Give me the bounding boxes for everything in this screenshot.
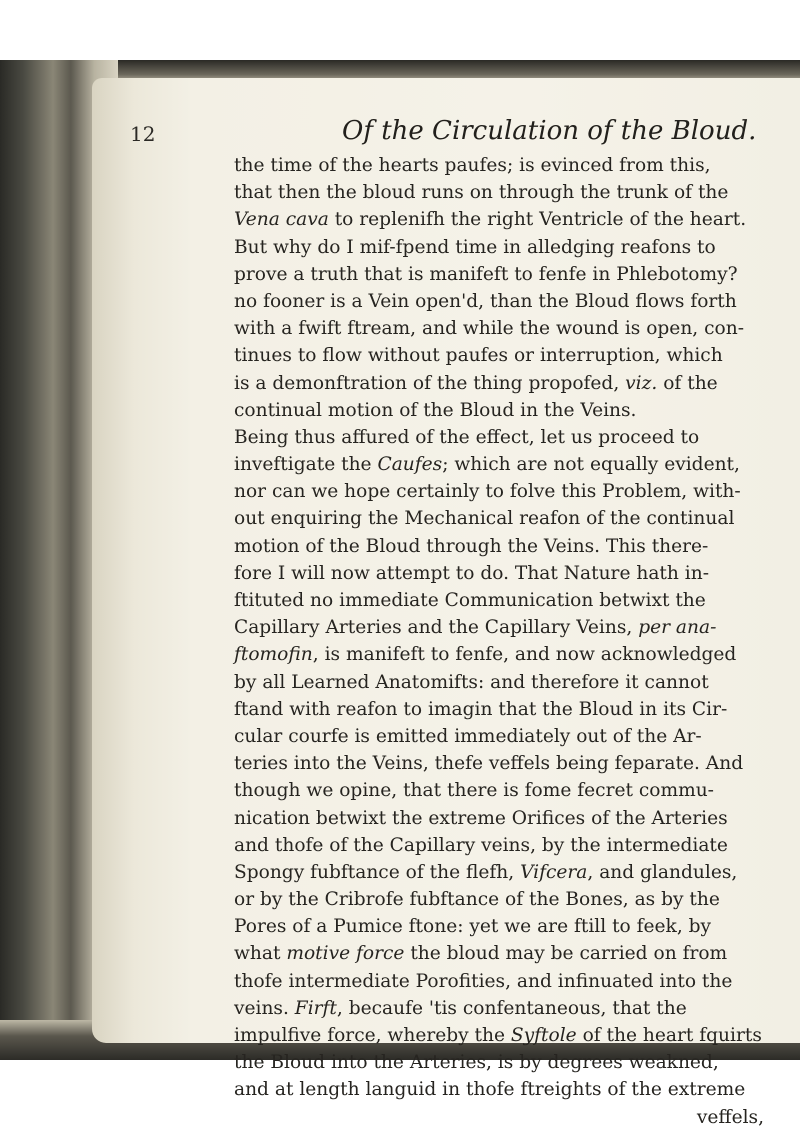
text-run: per ana- xyxy=(638,617,717,639)
text-run: Syftole xyxy=(510,1025,577,1046)
text-line xyxy=(234,397,764,424)
running-head: Of the Circulation of the Bloud. xyxy=(342,116,757,146)
text-line xyxy=(234,805,764,832)
text-line xyxy=(234,1076,764,1103)
text-run: prove a truth that is manifeft to fenfe in Phlebotomy? xyxy=(234,263,738,285)
text-line xyxy=(234,859,764,886)
text-run: nor can we hope certainly to folve this Problem, with- xyxy=(234,481,741,503)
text-run: or by the Cribrofe fubftance of the Bones, as by the xyxy=(234,889,720,911)
text-run: Firft xyxy=(294,997,337,1019)
text-line xyxy=(234,995,764,1022)
text-run: , and glandules, xyxy=(587,861,738,883)
text-line xyxy=(234,505,764,532)
text-line xyxy=(234,968,764,995)
body-text xyxy=(234,152,764,1131)
text-line xyxy=(234,940,764,967)
text-run: ; which are not equally evident, xyxy=(442,454,740,476)
text-line xyxy=(234,614,764,641)
text-line xyxy=(234,234,764,261)
catchword: veffels, xyxy=(696,1106,764,1128)
text-run: that then the bloud runs on through the trunk of the xyxy=(234,182,729,204)
text-line xyxy=(234,478,764,505)
text-run: , is manifeft to fenfe, and now acknowledged xyxy=(312,644,737,666)
text-run: But why do I mif-fpend time in alledging reafons to xyxy=(234,236,716,258)
text-run: tinues to flow without paufes or interruption, which xyxy=(234,345,723,367)
text-run: ftand with reafon to imagin that the Bloud in its Cir- xyxy=(234,698,728,720)
text-run: the time of the hearts paufes; is evinced from this, xyxy=(234,155,711,176)
text-run: and thofe of the Capillary veins, by the intermediate xyxy=(234,834,728,856)
text-line xyxy=(234,1049,764,1076)
text-line xyxy=(234,669,764,696)
text-run: thofe intermediate Porofities, and infinuated into the xyxy=(234,970,733,992)
text-run: impulfive force, whereby the xyxy=(234,1025,511,1046)
text-line xyxy=(234,913,764,940)
text-line xyxy=(234,370,764,397)
text-run: with a fwift ftream, and while the wound is open, con- xyxy=(234,318,744,340)
text-run: veins. xyxy=(234,997,295,1019)
text-line xyxy=(234,777,764,804)
text-line xyxy=(234,723,764,750)
text-run: Caufes xyxy=(377,454,443,476)
text-line xyxy=(234,750,764,777)
text-run: motive force xyxy=(286,943,405,965)
text-run: by all Learned Anatomifts: and therefore it cannot xyxy=(234,671,709,693)
text-run: Pores of a Pumice ftone: yet we are ftill to feek, by xyxy=(234,916,712,938)
text-line xyxy=(234,560,764,587)
text-run: and at length languid in thofe ftreights of the extreme xyxy=(234,1079,746,1101)
text-line xyxy=(234,1022,764,1049)
text-run: Capillary Arteries and the Capillary Veins, xyxy=(234,617,639,639)
text-run: fore I will now attempt to do. That Nature hath in- xyxy=(234,562,709,584)
text-run: Spongy fubftance of the flefh, xyxy=(234,861,521,883)
text-run: , becaufe 'tis confentaneous, that the xyxy=(336,997,687,1019)
text-run: ftomofin xyxy=(234,644,313,666)
text-line xyxy=(234,261,764,288)
text-run: of the xyxy=(657,372,718,394)
page-number: 12 xyxy=(130,122,156,146)
text-line xyxy=(234,587,764,614)
text-line xyxy=(234,206,764,233)
text-line xyxy=(234,152,764,179)
text-run: the bloud may be carried on from xyxy=(404,943,728,965)
text-run: to replenifh the right Ventricle of the heart. xyxy=(328,209,747,231)
text-run: is a demonftration of the thing propofed, xyxy=(234,372,626,394)
text-line xyxy=(234,886,764,913)
text-line xyxy=(234,315,764,342)
text-line xyxy=(234,179,764,206)
text-line xyxy=(234,832,764,859)
text-line xyxy=(234,288,764,315)
page-header xyxy=(130,116,770,150)
text-line xyxy=(234,424,764,451)
text-run: teries into the Veins, thefe veffels being feparate. And xyxy=(234,753,744,775)
text-run: no fooner is a Vein open'd, than the Bloud flows forth xyxy=(234,290,737,312)
text-run: Vifcera xyxy=(520,861,588,883)
text-run: the Bloud into the Arteries, is by degrees weakned, xyxy=(234,1052,719,1074)
text-run: of the heart fquirts xyxy=(576,1025,762,1046)
text-run: motion of the Bloud through the Veins. This there- xyxy=(234,535,709,557)
text-run: viz. xyxy=(625,372,658,394)
text-run: what xyxy=(234,943,287,965)
text-run: Vena cava xyxy=(234,209,329,231)
text-line xyxy=(234,696,764,723)
text-line xyxy=(234,342,764,369)
text-run: out enquiring the Mechanical reafon of the continual xyxy=(234,508,735,530)
text-line xyxy=(234,451,764,478)
text-run: though we opine, that there is fome fecret commu- xyxy=(234,780,714,802)
text-line xyxy=(234,641,764,668)
text-run: Being thus affured of the effect, let us proceed to xyxy=(234,426,700,448)
text-line xyxy=(234,533,764,560)
text-run: inveftigate the xyxy=(234,454,378,476)
text-run: continual motion of the Bloud in the Veins. xyxy=(234,399,637,421)
text-run: ftituted no immediate Communication betwixt the xyxy=(234,590,706,611)
text-run: nication betwixt the extreme Orifices of the Arteries xyxy=(234,807,728,829)
text-run: cular courfe is emitted immediately out of the Ar- xyxy=(234,725,702,747)
